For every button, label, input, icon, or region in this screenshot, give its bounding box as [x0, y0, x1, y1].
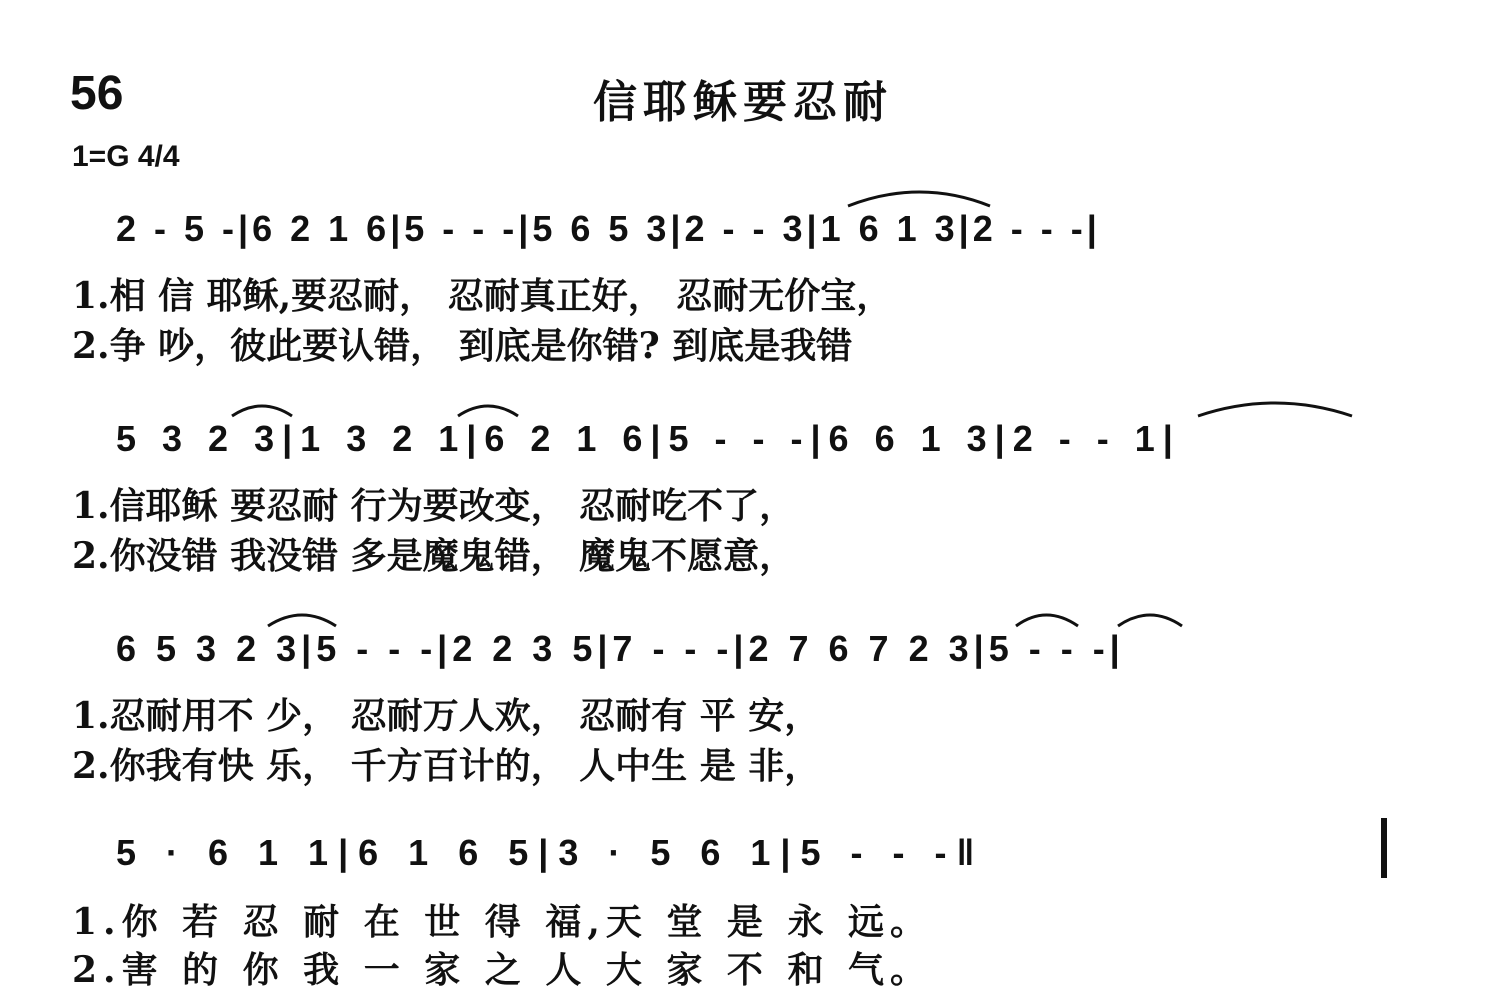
lyrics-row-4-verse-2: 2.害 的 你 我 一 家 之 人 大 家 不 和 气。 [72, 949, 932, 991]
lyrics-row-1-verse-1: 1.相 信 耶稣,要忍耐， 忍耐真正好， 忍耐无价宝， [72, 275, 893, 317]
hymn-number: 56 [70, 67, 124, 120]
lyrics-row-4-verse-1: 1.你 若 忍 耐 在 世 得 福,天 堂 是 永 远。 [72, 901, 932, 943]
tie-arc [1198, 403, 1352, 416]
lyrics-row-1-verse-2: 2.争 吵，彼此要认错， 到底是你错? 到底是我错 [72, 325, 853, 367]
key-signature: 1=G 4/4 [72, 140, 180, 173]
lyrics-row-3-verse-2: 2.你我有快 乐， 千方百计的， 人中生 是 非， [72, 745, 821, 787]
lyrics-row-2-verse-2: 2.你没错 我没错 多是魔鬼错， 魔鬼不愿意， [72, 535, 796, 577]
tie-arc [458, 406, 518, 416]
hymn-title: 信耶稣要忍耐 [593, 78, 893, 127]
notation-row-2: 5 3 2 3|1 3 2 1|6 2 1 6|5 - - -|6 6 1 3|2 - - 1| [116, 418, 1181, 459]
tie-arc [232, 406, 292, 416]
notation-row-3: 6 5 3 2 3|5 - - -|2 2 3 5|7 - - -|2 7 6 7 2 3|5 - - -| [116, 628, 1125, 669]
lyrics-row-2-verse-1: 1.信耶稣 要忍耐 行为要改变， 忍耐吃不了， [72, 485, 796, 527]
notation-row-1: 2 - 5 -|6 2 1 6|5 - - -|5 6 5 3|2 - - 3|1 6 1 3|2 - - -| [116, 208, 1101, 249]
tie-arc [848, 192, 990, 206]
tie-arc [268, 615, 336, 626]
tie-arc [1118, 615, 1182, 626]
tie-arc [1016, 615, 1078, 626]
lyrics-row-3-verse-1: 1.忍耐用不 少， 忍耐万人欢， 忍耐有 平 安， [72, 695, 821, 737]
notation-row-4: 5 · 6 1 1|6 1 6 5|3 · 5 6 1|5 - - -‖ [116, 832, 985, 873]
